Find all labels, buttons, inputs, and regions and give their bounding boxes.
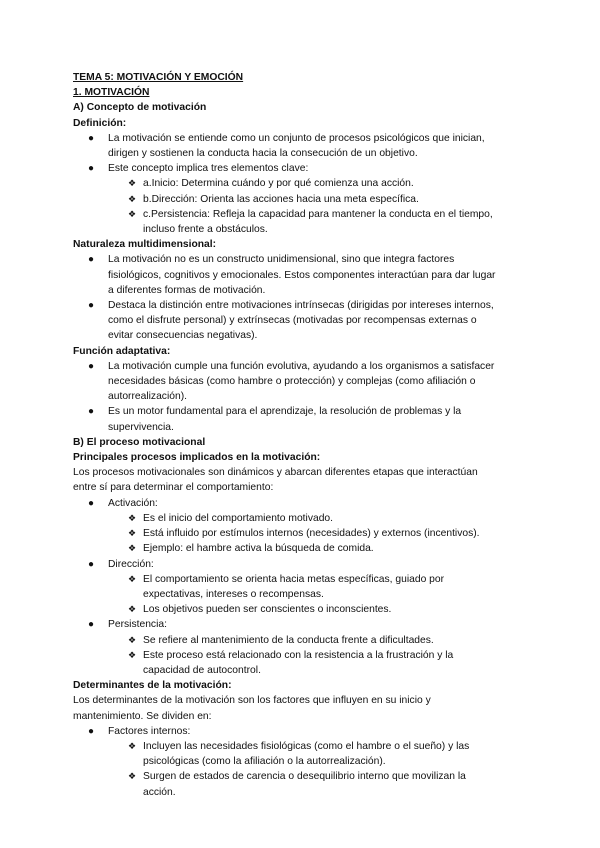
sub-list-item: ❖ Es el inicio del comportamiento motivado.: [73, 511, 533, 526]
sub-list-item-cont: acción.: [143, 786, 176, 798]
sub-list-item: ❖ Surgen de estados de carencia o desequilibrio interno que movilizan la: [73, 769, 533, 784]
paragraph: Los procesos motivacionales son dinámicos y abarcan diferentes etapas que interactúan: [73, 467, 478, 479]
sub-list-item: ❖ b.Dirección: Orienta las acciones hacia una meta específica.: [73, 192, 533, 207]
sub-list-item: ❖ Ejemplo: el hambre activa la búsqueda de comida.: [73, 541, 533, 556]
list-item-cont: autorrealización).: [108, 391, 187, 403]
heading-definicion: Definición:: [73, 117, 127, 129]
sub-list-item: ❖ Se refiere al mantenimiento de la conducta frente a dificultades.: [73, 633, 533, 648]
list-item-cont: necesidades básicas (como hambre o protección) y complejas (como afiliación o: [108, 376, 476, 388]
bullet-icon: ●: [88, 406, 95, 418]
doc-title: TEMA 5: MOTIVACIÓN Y EMOCIÓN: [73, 72, 244, 83]
list-item-cont: como el disfrute personal) y extrínsecas (motivadas por recompensas externas o: [108, 315, 477, 327]
heading-procesos: Principales procesos implicados en la motivación:: [73, 452, 321, 464]
diamond-bullet-icon: ❖: [128, 649, 137, 660]
diamond-bullet-icon: ❖: [128, 604, 137, 615]
list-item-cont: fisiológicos, cognitivos y emocionales. Estos componentes interactúan para dar lugar: [108, 269, 496, 281]
section-heading-motivacion: 1. MOTIVACIÓN: [73, 87, 150, 99]
list-item: ● Persistencia:: [73, 617, 533, 632]
document-page: [73, 70, 533, 800]
sub-list-item: ❖ a.Inicio: Determina cuándo y por qué comienza una acción.: [73, 176, 533, 191]
list-item: ● Factores internos:: [73, 724, 533, 739]
bullet-icon: ●: [88, 497, 95, 509]
diamond-bullet-icon: ❖: [128, 528, 137, 539]
diamond-bullet-icon: ❖: [128, 193, 137, 204]
list-item-cont: evitar consecuencias negativas).: [108, 330, 258, 342]
sub-list-item-cont: capacidad de autocontrol.: [143, 664, 261, 676]
list-item: ● La motivación no es un constructo unidimensional, sino que integra factores: [73, 252, 533, 267]
bullet-icon: ●: [88, 725, 95, 737]
sub-list-item: ❖ El comportamiento se orienta hacia metas específicas, guiado por: [73, 572, 533, 587]
sub-list-item: ❖ Este proceso está relacionado con la resistencia a la frustración y la: [73, 648, 533, 663]
list-item-cont: dirigen y sostienen la conducta hacia la consecución de un objetivo.: [108, 148, 418, 160]
list-item: ● Este concepto implica tres elementos clave:: [73, 161, 533, 176]
paragraph: entre sí para determinar el comportamiento:: [73, 482, 274, 494]
sub-list-item-cont: expectativas, intereses o recompensas.: [143, 588, 324, 600]
bullet-icon: ●: [88, 163, 95, 175]
diamond-bullet-icon: ❖: [128, 771, 137, 782]
diamond-bullet-icon: ❖: [128, 208, 137, 219]
paragraph: Los determinantes de la motivación son los factores que influyen en su inicio y: [73, 695, 431, 707]
diamond-bullet-icon: ❖: [128, 634, 137, 645]
list-item-cont: supervivencia.: [108, 421, 174, 433]
list-item: ● Es un motor fundamental para el aprendizaje, la resolución de problemas y la: [73, 404, 533, 419]
sub-list-item-cont: psicológicas (como la afiliación o la autorrealización).: [143, 756, 386, 768]
subheading-concepto: A) Concepto de motivación: [73, 102, 207, 114]
diamond-bullet-icon: ❖: [128, 543, 137, 554]
list-item: ● Dirección:: [73, 557, 533, 572]
bullet-icon: ●: [88, 360, 95, 372]
diamond-bullet-icon: ❖: [128, 512, 137, 523]
bullet-icon: ●: [88, 300, 95, 312]
diamond-bullet-icon: ❖: [128, 178, 137, 189]
diamond-bullet-icon: ❖: [128, 573, 137, 584]
bullet-icon: ●: [88, 619, 95, 631]
heading-determinantes: Determinantes de la motivación:: [73, 680, 232, 692]
bullet-icon: ●: [88, 254, 95, 266]
diamond-bullet-icon: ❖: [128, 740, 137, 751]
list-item-cont: a diferentes formas de motivación.: [108, 284, 266, 296]
list-item: ● Activación:: [73, 496, 533, 511]
subheading-proceso: B) El proceso motivacional: [73, 436, 206, 448]
bullet-icon: ●: [88, 558, 95, 570]
sub-list-item: ❖ Los objetivos pueden ser conscientes o inconscientes.: [73, 602, 533, 617]
bullet-icon: ●: [88, 132, 95, 144]
heading-funcion: Función adaptativa:: [73, 345, 171, 357]
sub-list-item-cont: incluso frente a obstáculos.: [143, 224, 268, 236]
list-item: ● Destaca la distinción entre motivaciones intrínsecas (dirigidas por intereses internos,: [73, 298, 533, 313]
sub-list-item: ❖ Está influido por estímulos internos (necesidades) y externos (incentivos).: [73, 526, 533, 541]
list-item: ● La motivación se entiende como un conjunto de procesos psicológicos que inician,: [73, 131, 533, 146]
paragraph: mantenimiento. Se dividen en:: [73, 710, 212, 722]
sub-list-item: ❖ c.Persistencia: Refleja la capacidad para mantener la conducta en el tiempo,: [73, 207, 533, 222]
heading-naturaleza: Naturaleza multidimensional:: [73, 239, 217, 251]
list-item: ● La motivación cumple una función evolutiva, ayudando a los organismos a satisfacer: [73, 359, 533, 374]
sub-list-item: ❖ Incluyen las necesidades fisiológicas (como el hambre o el sueño) y las: [73, 739, 533, 754]
